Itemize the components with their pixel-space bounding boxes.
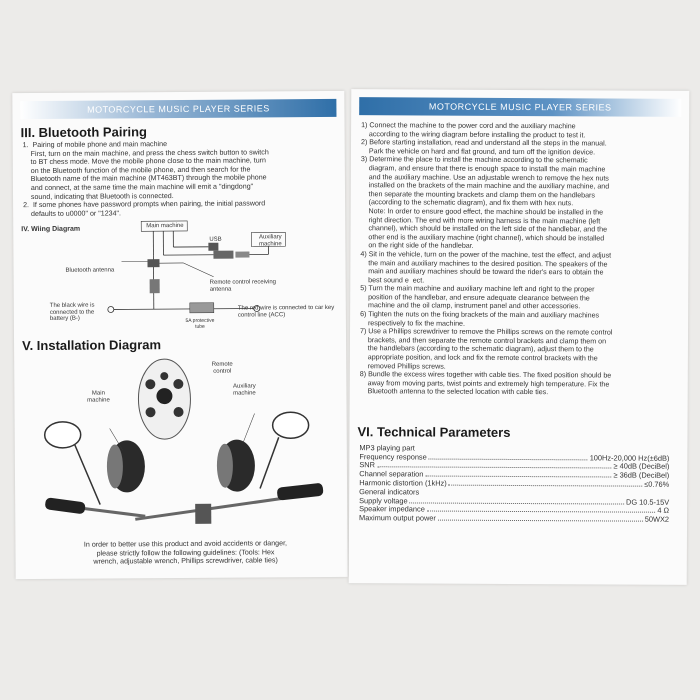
technical-parameters-heading: VI. Technical Parameters: [357, 424, 511, 440]
wiring-red-wire-label: The red wire is connected to car key control line (ACC): [237, 304, 335, 319]
guideline-line: please strictly follow the following guidelines: (Tools: Hex: [96, 547, 275, 558]
spec-label: Channel separation: [359, 469, 424, 479]
right-page: [349, 89, 690, 585]
installation-step-line: removed Phillips screws.: [359, 361, 446, 371]
installation-step-line: 2) Before starting installation, read and understand all the steps in the manual.: [360, 138, 607, 148]
spec-value: ≥ 36dB (DeciBel): [613, 470, 670, 480]
spec-leader-dots: [438, 520, 643, 522]
installation-step-line: 4) Sit in the vehicle, turn on the power of the machine, test the effect, and adjust: [360, 250, 612, 260]
spec-leader-dots: [449, 485, 643, 487]
wiring-aux-label: Auxiliary machine: [258, 234, 282, 247]
installation-step-line: 3) Determine the place to install the machine according to the schematic: [360, 155, 588, 165]
installation-step-line: then separate the mounting brackets and clamp them on the handlebars: [360, 189, 596, 200]
installation-step-line: 6) Tighten the nuts on the fixing brackets of the main and auxiliary machines: [360, 310, 600, 320]
spec-label: Frequency response: [359, 451, 427, 462]
spec-value: 100Hz-20,000 Hz(±6dB): [589, 452, 670, 463]
wiring-heading: IV. Wiing Diagram: [21, 225, 81, 234]
installation-step-line: on the right side of the handlebar.: [360, 241, 474, 251]
spec-label: General indicators: [359, 486, 420, 497]
wiring-remote-antenna-label: Remote control receiving antenna: [209, 279, 277, 293]
installation-steps: [360, 121, 683, 398]
spec-value: DG 10.5-15V: [625, 497, 670, 507]
left-page: [12, 91, 347, 579]
installation-step-line: best sound e ect.: [360, 275, 425, 285]
installation-step-line: other end is the auxiliary machine (right channel), which should be installed: [360, 232, 605, 243]
installation-step-line: appropriate position, and lock and fix the remote control brackets with the: [359, 353, 598, 363]
wiring-tube-label: 5A protective tube: [185, 317, 215, 330]
spec-label: Harmonic distortion (1kHz): [359, 478, 447, 488]
installation-step-line: (according to the schematic diagram), and fix them with hex nuts.: [360, 198, 574, 208]
installation-step-line: according to the wiring diagram before installing the product to test it.: [361, 129, 586, 139]
installation-guideline-note: [35, 539, 335, 567]
bluetooth-steps: [23, 139, 340, 219]
bluetooth-step-line: 1. Pairing of mobile phone and main machine: [22, 140, 168, 150]
spec-label: Speaker impedance: [359, 504, 425, 514]
spec-leader-dots: [425, 476, 611, 478]
bluetooth-step-line: Bluetooth name of the main machine (MT463BT) through the mobile phone: [22, 173, 267, 184]
bluetooth-pairing-heading: III. Bluetooth Pairing: [20, 124, 148, 141]
installation-diagram: [14, 353, 347, 535]
wiring-bt-antenna-label: Bluetooth antenna: [65, 267, 115, 274]
bluetooth-step-line: First, turn on the main machine, and press the chess switch button to switch: [22, 147, 269, 158]
installation-step-line: 8) Bundle the excess wires together with cable ties. The fixed position should be: [359, 370, 612, 380]
installation-step-line: brackets, and then separate the remote control brackets and clamp them on: [359, 336, 607, 346]
installation-step-line: Park the vehicle on hard and flat ground, and turn off the ignition device.: [360, 146, 596, 157]
installation-step-line: the main and auxiliary machines to the desired position. The speakers of the: [360, 258, 608, 268]
spec-label: SNR: [359, 460, 375, 470]
spec-leader-dots: [429, 458, 588, 460]
guideline-line: In order to better use this product and avoid accidents or danger,: [83, 539, 288, 549]
installation-step-line: 1) Connect the machine to the power cord and the auxiliary machine: [361, 121, 576, 131]
installation-step-line: diagram, and ensure that there is enough space to install the main machine: [360, 164, 606, 174]
installation-step-line: and the auxiliary machine. Use an adjustable wrench to remove the hex nuts: [360, 172, 609, 183]
bluetooth-step-line: sound, indicating that Bluetooth is connected.: [23, 191, 174, 201]
bluetooth-step-line: on the Bluetooth function of the mobile phone, and then search for the: [22, 165, 251, 175]
left-header-banner: MOTORCYCLE MUSIC PLAYER SERIES: [20, 99, 336, 119]
installation-step-line: main and auxiliary machines should be toward the rider's ears to obtain the: [360, 267, 604, 277]
spec-leader-dots: [377, 467, 612, 469]
installation-step-line: 7) Use a Phillips screwdriver to remove the Phillips screws on the remote control: [360, 327, 613, 337]
spec-label: Maximum output power: [359, 513, 436, 523]
installation-step-line: respectively to fix the machine.: [360, 318, 465, 328]
bluetooth-step-line: defaults to u0000" or "1234".: [23, 209, 122, 218]
right-header-banner: MOTORCYCLE MUSIC PLAYER SERIES: [359, 97, 681, 117]
installation-heading: V. Installation Diagram: [22, 337, 162, 354]
install-aux-label: Auxiliary machine: [232, 383, 256, 397]
spec-row: [359, 514, 669, 524]
installation-step-line: 5) Turn the main machine and auxiliary machine left and right to the proper: [360, 284, 595, 294]
install-remote-label: Remote control: [211, 361, 233, 375]
spec-value: 4 Ω: [657, 506, 670, 516]
spec-value: ≥ 40dB (DeciBel): [613, 461, 670, 472]
spec-table: [359, 443, 669, 524]
bluetooth-step-line: and connect, at the same time the main machine will emit a "dingdong": [22, 182, 254, 193]
installation-step-line: away from moving parts, twist points and extremely high temperature. Fix the: [359, 378, 610, 389]
install-main-label: Main machine: [87, 390, 110, 404]
spec-leader-dots: [410, 502, 624, 504]
installation-step-line: channel), which should be installed on the left side of the handlebar, and the: [360, 224, 608, 234]
wiring-main-machine-label: Main machine: [146, 222, 184, 230]
guideline-line: wrench, adjustable wrench, Phillips screwdriver, cable ties): [93, 556, 278, 566]
installation-step-line: right direction. The end with more wiring harness is the main machine (left: [360, 215, 601, 225]
installation-step-line: Note: In order to ensure good effect, the machine should be installed in the: [360, 207, 604, 217]
bluetooth-step-line: 2. If some phones have password prompts when pairing, the initial password: [23, 199, 266, 210]
spec-value: 50WX2: [644, 514, 670, 524]
installation-step-line: Bluetooth antenna to the selected location with cable ties.: [359, 387, 549, 397]
spec-label: MP3 playing part: [359, 442, 415, 453]
wiring-usb-label: USB: [209, 236, 222, 243]
spec-value: ≤0.76%: [644, 479, 670, 489]
spec-leader-dots: [427, 511, 656, 513]
bluetooth-step-line: to BT chess mode. Move the mobile phone close to the main machine, turn: [22, 156, 266, 167]
installation-step-line: position of the handlebar, and ensure adequate clearance between the: [360, 293, 590, 303]
spec-label: Supply voltage: [359, 495, 408, 505]
wiring-black-wire-label: The black wire is connected to the battery (B-): [49, 302, 95, 322]
installation-step-line: installed on the brackets of the main machine and the auxiliary machine, and: [360, 181, 610, 191]
installation-step-line: machine and the oil clamp, instrument panel and other accessories.: [360, 301, 581, 311]
installation-step-line: the handlebars (according to the schematic diagram), adjust them to the: [359, 344, 594, 354]
